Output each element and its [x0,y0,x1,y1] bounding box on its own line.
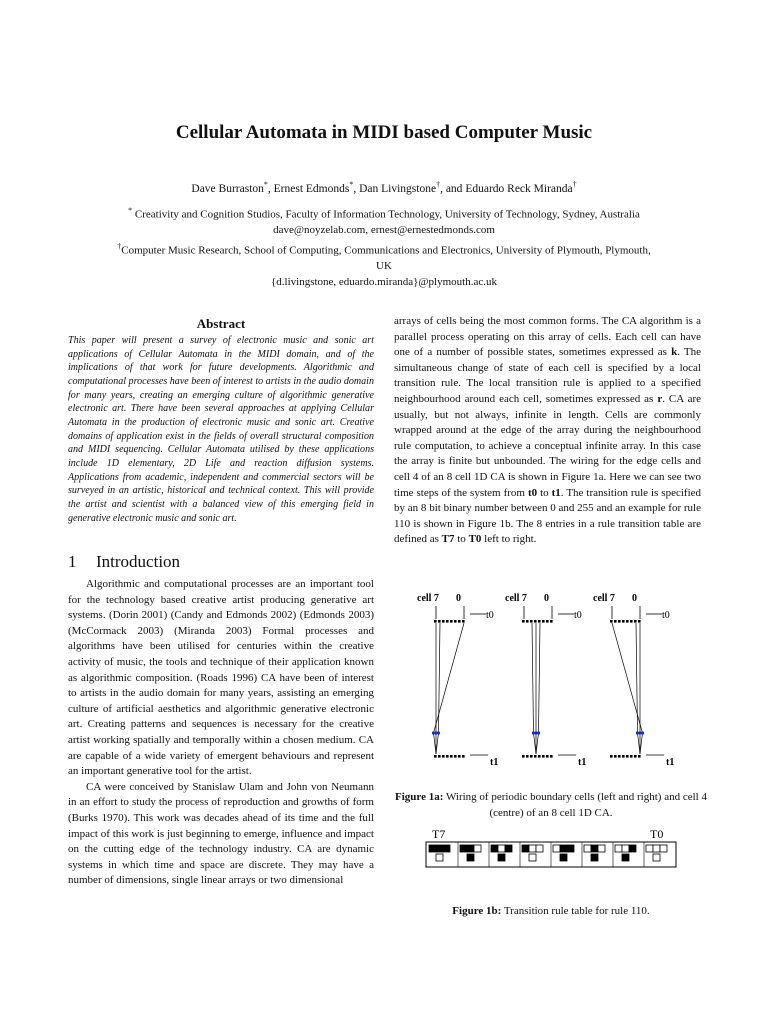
cell-t1 [458,755,461,758]
cell-t0 [522,620,525,623]
neighbourhood-cell [505,845,512,852]
neighbourhood-cell [529,845,536,852]
cell-t1 [438,755,441,758]
figure-1b-caption [394,904,708,920]
cell-t1 [434,755,437,758]
emphasis-r: r [657,392,663,405]
text-run: arrays of cells being the most common forms. The CA algorithm is a parallel process operating on this array of cells. Each cell can have one of a number of possible states, sometimes expressed as [394,315,701,359]
author-separator: , [353,182,360,195]
t0-label: t0 [574,610,582,621]
section-title: Introduction [96,552,181,571]
output-cell [498,854,505,861]
output-cell [622,854,629,861]
t0-label: t0 [486,610,494,621]
affiliation-mark: † [436,180,441,189]
email-line: dave@noyzelab.com, ernest@ernestedmonds.com [273,224,495,237]
neighbourhood-cell [629,845,636,852]
cell-t0 [542,620,545,623]
emphasis-k: k [671,346,678,359]
neighbourhood-cell [584,845,591,852]
cell-t0 [454,620,457,623]
affiliation-mark: † [572,180,577,189]
wire-line [539,623,541,733]
cell-t1 [462,755,465,758]
neighbourhood-cell [598,845,605,852]
cell-t0 [614,620,617,623]
affiliations-block [110,203,658,290]
author-separator: , [267,182,274,195]
neighbourhood-cell [536,845,543,852]
wire-line [638,733,641,754]
cell-t0 [630,620,633,623]
author-separator: , and [440,182,466,195]
output-cell [560,854,567,861]
affiliation-mark: * [263,180,268,189]
cell-t1 [546,755,549,758]
cell-t1 [634,755,637,758]
wire-line [434,623,465,733]
neighbourhood-cell [567,845,574,852]
T7-label: T7 [432,827,446,841]
affiliation-mark: * [349,180,354,189]
neighbourhood-cell [591,845,598,852]
cell-7-label: cell 7 [417,593,439,604]
text-run: . The transition rule is specified by an 8 bit binary number between 0 and 255 and an example for rule 110 is shown in Figure 1b. The 8 entries in a rule transition table are defined as [394,486,702,546]
wire-junction-dot [641,731,644,734]
cell-t1 [622,755,625,758]
affiliation-text: Computer Music Research, School of Computing, Communications and Electronics, University of Plymouth, Plymouth, UK [121,244,651,273]
neighbourhood-cell [660,845,667,852]
t0-label: t0 [662,610,670,621]
wire-line [532,623,534,733]
abstract-text: This paper will present a survey of electronic music and sonic art applications of Cellular Automata in the MIDI domain, and of the implications of that work for future developments. Algorithmic and computational processes have been of interest to artists in the audio domain for many years, creating an emerging culture of algorithmic generative electronic art. There have been several approaches at applying Cellular Automata in the production of electronic music and sonic art. Creative domains of application exist in the fields of overall structural composition and MIDI sequencing. Cellular Automata utilised by these applications include 1D elementary, 2D Life and reaction diffusion systems. Applications from academic, independent and commercial sectors will be surveyed in an artistic, historical and technical context. This will provide the artist and scientist with a balanced view of this emerging field in generative electronic music and sonic art. [68,335,374,524]
paragraph [394,314,701,548]
neighbourhood-cell [498,845,505,852]
cell-t0 [530,620,533,623]
wire-line [434,733,437,754]
figure-1a-wiring-diagram [410,588,710,773]
neighbourhood-cell [474,845,481,852]
cell-t0 [446,620,449,623]
cell-t0 [618,620,621,623]
cell-t0 [458,620,461,623]
affiliation-text: Creativity and Cognition Studios, Faculty of Information Technology, University of Technology, Sydney, Australia [132,208,640,221]
t1-label: t1 [578,757,587,768]
cell-0-label: 0 [456,593,461,604]
cell-t0 [626,620,629,623]
figure-1b-rule-table [424,826,714,876]
neighbourhood-cell [653,845,660,852]
wire-line [640,733,643,754]
cell-t0 [442,620,445,623]
T0-label: T0 [650,827,664,841]
cell-t0 [434,620,437,623]
author-name: Dan Livingstone [359,182,437,195]
emphasis-T0: T0 [468,533,482,546]
wire-junction-dot [537,731,540,734]
cell-t0 [462,620,465,623]
affiliation-mark: * [128,206,133,215]
output-cell [467,854,474,861]
caption-label: Figure 1a: [395,791,444,803]
emphasis-T7: T7 [441,533,455,546]
cell-t1 [534,755,537,758]
author-name: Dave Burraston [191,182,264,195]
wire-line [636,623,638,733]
neighbourhood-cell [560,845,567,852]
affiliation-mark: † [117,241,122,251]
affiliation-1 [110,203,658,223]
cell-t1 [614,755,617,758]
wire-line [439,623,441,733]
affiliation-2 [110,239,658,275]
cell-t1 [530,755,533,758]
caption-text: Wiring of periodic boundary cells (left and right) and cell 4 (centre) of an 8 cell 1D CA. [443,791,707,819]
neighbourhood-cell [429,845,436,852]
wire-line [534,733,537,754]
neighbourhood-cell [615,845,622,852]
t1-label: t1 [490,757,499,768]
cell-t1 [542,755,545,758]
wire-line [536,733,539,754]
cell-t1 [550,755,553,758]
neighbourhood-cell [522,845,529,852]
cell-t0 [610,620,613,623]
right-column-text [394,314,701,548]
t1-label: t1 [666,757,675,768]
email-line: {d.livingstone, eduardo.miranda}@plymouth.ac.uk [271,275,497,288]
cell-t0 [450,620,453,623]
cell-t0 [634,620,637,623]
cell-t1 [450,755,453,758]
output-cell [653,854,660,861]
cell-t1 [446,755,449,758]
cell-t1 [454,755,457,758]
cell-t0 [534,620,537,623]
cell-t1 [538,755,541,758]
cell-t1 [526,755,529,758]
wire-line [436,733,439,754]
paragraph: CA were conceived by Stanislaw Ulam and John von Neumann in an effort to study the process of reproduction and growths of form (Burks 1970). This work was decades ahead of its time and the full impact of this work is just beginning to emerge, influence and impact on the cutting edge of the technology industry. CA are dynamic systems in which time and space are discrete. They may have a number of dimensions, single linear arrays or two dimensional [68,780,374,887]
emphasis-t1: t1 [551,486,561,499]
cell-t1 [522,755,525,758]
neighbourhood-cell [553,845,560,852]
wire-line [612,623,643,733]
output-cell [591,854,598,861]
cell-7-label: cell 7 [505,593,527,604]
section-heading [68,552,180,572]
cell-t0 [638,620,641,623]
output-cell [436,854,443,861]
cell-t0 [546,620,549,623]
cell-t1 [618,755,621,758]
text-run: . CA are usually, but not always, infinite in length. Cells are commonly wrapped around at the edge of the array during the neighbourhood rule computation, to achieve a conceptual infinite array. In this case the array is finite but unbounded. The wiring for the edge cells and cell 4 of an 8 cell 1D CA is shown in Figure 1a. Here we can see two time steps of the system from [394,392,701,499]
cell-t0 [526,620,529,623]
cell-0-label: 0 [544,593,549,604]
neighbourhood-cell [491,845,498,852]
intro-body [68,577,374,889]
caption-label: Figure 1b: [452,905,502,917]
text-run: to [454,533,469,546]
emphasis-t0: t0 [527,486,538,499]
section-number: 1 [68,552,77,571]
cell-t1 [638,755,641,758]
neighbourhood-cell [443,845,450,852]
author-name: Ernest Edmonds [273,182,350,195]
neighbourhood-cell [467,845,474,852]
text-run: . The simultaneous change of state of each cell is specified by a local transition rule. The local transition rule is applied to a specified neighbourhood around each cell, sometimes expressed as [394,346,701,405]
text-run: to [537,486,552,499]
cell-t1 [442,755,445,758]
output-cell [529,854,536,861]
cell-t1 [626,755,629,758]
cell-7-label: cell 7 [593,593,615,604]
caption-text: Transition rule table for rule 110. [501,905,650,917]
neighbourhood-cell [622,845,629,852]
cell-t0 [438,620,441,623]
neighbourhood-cell [436,845,443,852]
neighbourhood-cell [646,845,653,852]
neighbourhood-cell [460,845,467,852]
wire-junction-dot [437,731,440,734]
author-list [0,180,768,195]
figure-1a-caption [394,790,708,821]
paper-title: Cellular Automata in MIDI based Computer Music [175,122,593,143]
cell-t0 [550,620,553,623]
cell-0-label: 0 [632,593,637,604]
cell-t0 [538,620,541,623]
text-run: left to right. [481,533,537,546]
cell-t0 [622,620,625,623]
cell-t1 [610,755,613,758]
paragraph: Algorithmic and computational processes are an important tool for the technology based creative artist producing generative art systems. (Dorin 2001) (Candy and Edmonds 2002) (Edmonds 2003) (McCormack 2003) (Miranda 2003) Formal processes and algorithms have been utilised for centuries within the creative activity of music, the tools and technique of their application known as algorithmic composition. (Roads 1996) CA have been of interest to artists in the audio domain for many years, assisting an emerging culture of artificial aesthetics and algorithmic generative electronic art. Creating patterns and sequences is necessary for the creative artist working spatially and temporally within a chosen medium. CA are capable of a wide variety of emergent behaviours and represent an important generative tool for the artist. [68,578,374,778]
abstract-heading: Abstract [196,316,246,331]
cell-t1 [630,755,633,758]
author-name: Eduardo Reck Miranda [465,182,573,195]
